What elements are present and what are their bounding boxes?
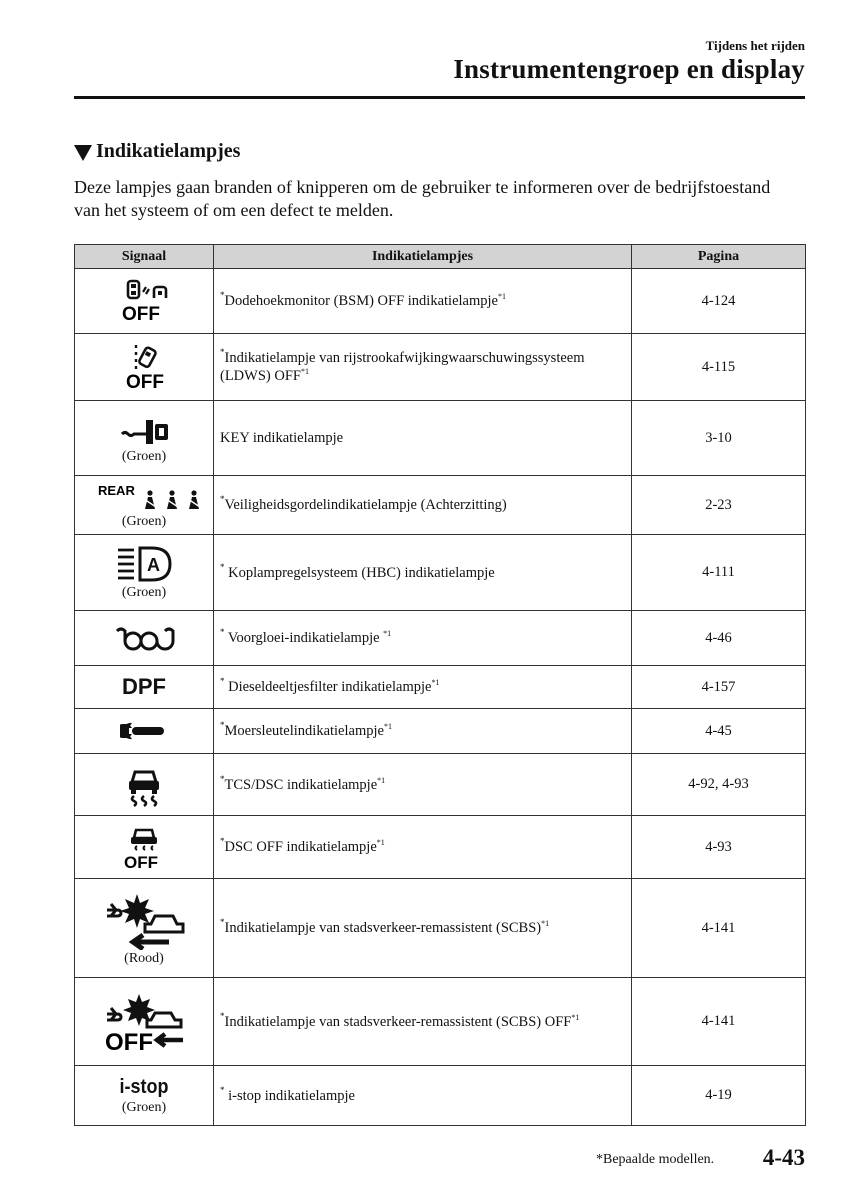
table-row — [75, 879, 806, 978]
signal-cell — [75, 269, 214, 334]
signal-cell — [75, 879, 214, 978]
table-row — [75, 1066, 806, 1126]
table-row — [75, 709, 806, 754]
signal-cell — [75, 816, 214, 879]
color-label: (Rood) — [124, 950, 164, 966]
signal-cell — [75, 709, 214, 754]
page-cell: 4-141 — [632, 978, 806, 1066]
dsc-off-icon — [121, 824, 167, 870]
indicator-cell: *Indikatielampje van rijstrookafwijkingwaarschuwingssysteem (LDWS) OFF$^{*1}$ — [214, 334, 632, 401]
table-row — [75, 476, 806, 535]
table-row — [75, 666, 806, 709]
table-row — [75, 611, 806, 666]
signal-cell — [75, 401, 214, 476]
column-header-page: Pagina — [632, 245, 806, 269]
svg-text:OFF: OFF — [122, 304, 160, 324]
indicator-cell: *Indikatielampje van stadsverkeer-remassistent (SCBS)$^{*1}$ — [214, 879, 632, 978]
page-cell: 3-10 — [632, 401, 806, 476]
svg-text:OFF: OFF — [126, 372, 164, 392]
page-cell: 4-157 — [632, 666, 806, 709]
signal-cell — [75, 978, 214, 1066]
signal-cell — [75, 334, 214, 401]
table-row — [75, 334, 806, 401]
signal-cell — [75, 476, 214, 535]
indicator-cell: *Veiligheidsgordelindikatielampje (Achterzitting) — [214, 476, 632, 535]
table-header-row — [75, 245, 806, 269]
page-cell: 2-23 — [632, 476, 806, 535]
ldws-off-icon — [122, 342, 166, 392]
indicator-cell: *DSC OFF indikatielampje$^{*1}$ — [214, 816, 632, 879]
page-cell: 4-46 — [632, 611, 806, 666]
svg-text:REAR: REAR — [98, 482, 135, 498]
table-row — [75, 535, 806, 611]
indicator-cell: *TCS/DSC indikatielampje$^{*1}$ — [214, 754, 632, 816]
table-row — [75, 978, 806, 1066]
bsm-off-icon — [116, 278, 172, 324]
indicator-cell: *Moersleutelindikatielampje$^{*1}$ — [214, 709, 632, 754]
svg-text:OFF: OFF — [124, 853, 158, 870]
signal-cell — [75, 611, 214, 666]
table-row — [75, 816, 806, 879]
indicator-cell: KEY indikatielampje — [214, 401, 632, 476]
page-cell: 4-115 — [632, 334, 806, 401]
page-cell: 4-45 — [632, 709, 806, 754]
signal-cell — [75, 754, 214, 816]
table-row — [75, 269, 806, 334]
page-cell: 4-19 — [632, 1066, 806, 1126]
page-number: 4-43 — [762, 1145, 805, 1170]
indicator-cell: * Voorgloei-indikatielampje $^{*1}$ — [214, 611, 632, 666]
page-cell: 4-124 — [632, 269, 806, 334]
indicator-cell: * i-stop indikatielampje — [214, 1066, 632, 1126]
scbs-icon — [99, 890, 189, 950]
hbc-icon — [112, 544, 176, 584]
section-heading — [74, 140, 240, 163]
column-header-signal: Signaal — [75, 245, 214, 269]
table-row — [75, 754, 806, 816]
indicator-cell: *Indikatielampje van stadsverkeer-remassistent (SCBS) OFF$^{*1}$ — [214, 978, 632, 1066]
section-title: Indikatielampjes — [96, 140, 241, 162]
triangle-down-icon — [74, 145, 92, 161]
indicator-table — [74, 244, 806, 1126]
page-cell: 4-92, 4-93 — [632, 754, 806, 816]
svg-text:A: A — [147, 555, 160, 575]
scbs-off-icon — [99, 990, 189, 1054]
header-divider — [74, 96, 805, 99]
color-label: (Groen) — [121, 513, 167, 529]
svg-text:OFF: OFF — [105, 1028, 153, 1054]
column-header-indicator: Indikatielampjes — [214, 245, 632, 269]
table-row — [75, 401, 806, 476]
color-label: (Groen) — [121, 448, 167, 464]
page-cell: 4-93 — [632, 816, 806, 879]
page-cell: 4-141 — [632, 879, 806, 978]
color-label: (Groen) — [121, 1099, 167, 1115]
rear-seatbelt-icon — [84, 481, 204, 513]
signal-cell — [75, 1066, 214, 1126]
key-icon — [114, 412, 174, 448]
glow-plug-icon — [113, 623, 175, 653]
page-title: Instrumentengroep en display — [453, 54, 805, 84]
signal-cell — [75, 666, 214, 709]
color-label: (Groen) — [121, 585, 167, 600]
signal-cell — [75, 535, 214, 611]
dpf-icon: DPF — [122, 674, 166, 699]
indicator-cell: *Dodehoekmonitor (BSM) OFF indikatielampje$^{*1}$ — [214, 269, 632, 334]
intro-paragraph: Deze lampjes gaan branden of knipperen om de gebruiker te informeren over de bedrijfstoestand van het systeem of om een defect te melden. — [74, 177, 771, 220]
page-cell: 4-111 — [632, 535, 806, 611]
tcs-dsc-icon — [124, 762, 164, 808]
wrench-icon — [120, 720, 168, 742]
footnote: *Bepaalde modellen. — [596, 1152, 715, 1167]
indicator-cell: * Dieseldeeltjesfilter indikatielampje$^{*1}$ — [214, 666, 632, 709]
indicator-cell: * Koplampregelsysteem (HBC) indikatielampje — [214, 535, 632, 611]
istop-icon: i-stop — [119, 1075, 169, 1098]
section-label: Tijdens het rijden — [705, 38, 805, 53]
